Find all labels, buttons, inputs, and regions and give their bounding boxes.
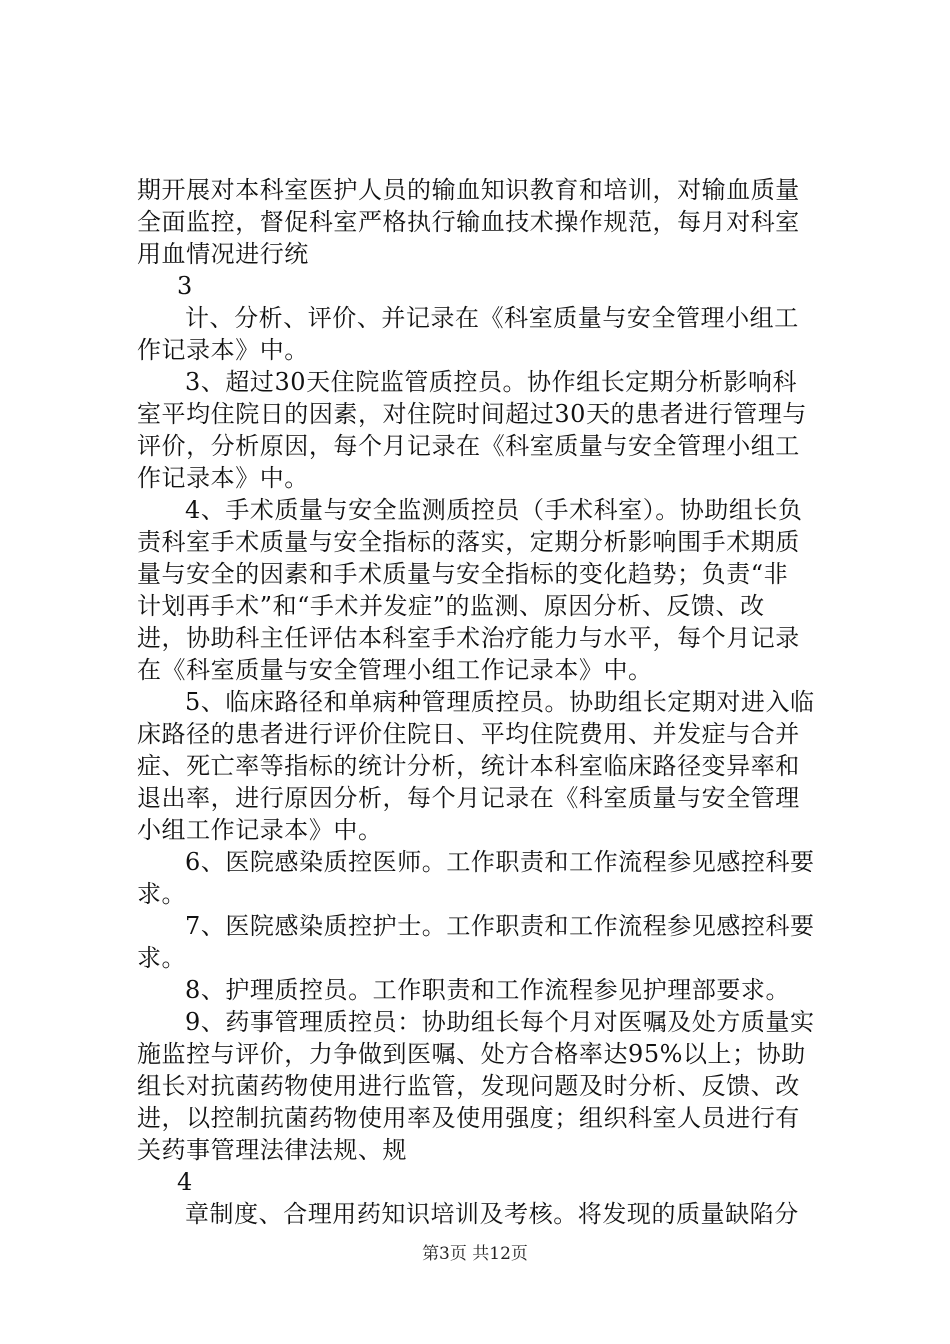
text-line: 4、手术质量与安全监测质控员（手术科室）。协助组长负 [185,496,803,524]
text-line: 7、医院感染质控护士。工作职责和工作流程参见感控科要 [185,912,815,940]
page-footer: 第3页 共12页 [422,1244,528,1264]
text-line: 组长对抗菌药物使用进行监管，发现问题及时分析、反馈、改 [137,1072,800,1100]
text-line: 进，协助科主任评估本科室手术治疗能力与水平，每个月记录 [137,624,800,652]
text-line: 进，以控制抗菌药物使用率及使用强度；组织科室人员进行有 [137,1104,800,1132]
text-line: 计划再手术”和“手术并发症”的监测、原因分析、反馈、改 [137,592,765,620]
text-line: 用血情况进行统 [137,240,309,268]
text-line: 计、分析、评价、并记录在《科室质量与安全管理小组工 [185,304,799,332]
text-line: 6、医院感染质控医师。工作职责和工作流程参见感控科要 [185,848,815,876]
text-line: 作记录本》中。 [137,336,309,364]
text-line: 责科室手术质量与安全指标的落实，定期分析影响围手术期质 [137,528,800,556]
document-body [137,174,837,1230]
text-line: 9、药事管理质控员：协助组长每个月对医嘱及处方质量实 [185,1008,815,1036]
text-line: 5、临床路径和单病种管理质控员。协助组长定期对进入临 [185,688,815,716]
text-line: 退出率，进行原因分析，每个月记录在《科室质量与安全管理 [137,784,800,812]
inline-page-number: 4 [177,1168,193,1196]
text-line: 关药事管理法律法规、规 [137,1136,408,1164]
text-line: 作记录本》中。 [137,464,309,492]
text-line: 床路径的患者进行评价住院日、平均住院费用、并发症与合并 [137,720,800,748]
text-line: 8、护理质控员。工作职责和工作流程参见护理部要求。 [185,976,791,1004]
text-line: 求。 [137,880,187,908]
text-line: 期开展对本科室医护人员的输血知识教育和培训，对输血质量 [137,176,800,204]
text-line: 3、超过30天住院监管质控员。协作组长定期分析影响科 [185,368,798,396]
text-line: 在《科室质量与安全管理小组工作记录本》中。 [137,656,653,684]
text-line: 量与安全的因素和手术质量与安全指标的变化趋势；负责“非 [137,560,789,588]
text-line: 章制度、合理用药知识培训及考核。将发现的质量缺陷分 [185,1200,799,1228]
text-line: 症、死亡率等指标的统计分析，统计本科室临床路径变异率和 [137,752,800,780]
text-line: 评价，分析原因，每个月记录在《科室质量与安全管理小组工 [137,432,800,460]
text-line: 室平均住院日的因素，对住院时间超过30天的患者进行管理与 [137,400,807,428]
text-line: 全面监控，督促科室严格执行输血技术操作规范，每月对科室 [137,208,800,236]
text-line: 求。 [137,944,187,972]
inline-page-number: 3 [177,272,193,300]
text-line: 施监控与评价，力争做到医嘱、处方合格率达95%以上；协助 [137,1040,806,1068]
text-line: 小组工作记录本》中。 [137,816,383,844]
